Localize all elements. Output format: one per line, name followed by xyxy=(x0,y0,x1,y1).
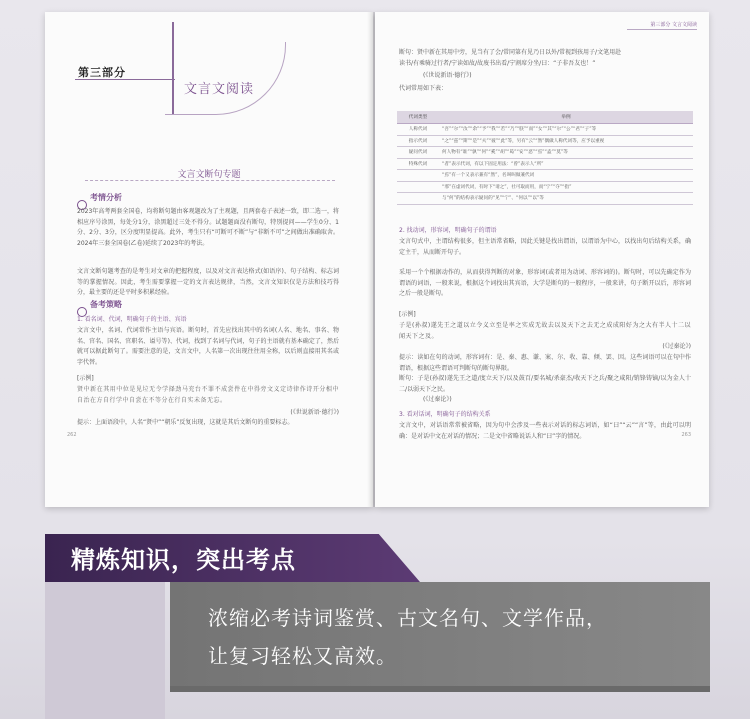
intro-line-1: 断句：贤中新在其用中旁，见当有了会/常同第有见乃日以外/常视到孩用子/文笔用赴 xyxy=(399,49,622,56)
section-2-para-1: 文言句式中，主谓结构很多，但主语常省略，因此关键是找出谓语，以谓语为中心，以找出句后结构关系，确定主干，从而断开句子。 xyxy=(399,238,691,256)
section-2-example-source: (《过秦论》) xyxy=(662,343,691,350)
strategy-subheading: 1. 看名词、代词，明确句子的主语、宾语 xyxy=(77,316,187,323)
exam-analysis-heading: 考情分析 xyxy=(77,192,122,210)
example-tag: [示例] xyxy=(77,375,94,382)
table-cell: 疑问代词 xyxy=(397,147,439,159)
table-cell: “邪”在虚词代词，有时下“请之”，社可取而用，而“宁”“夺”“指” xyxy=(439,181,693,193)
table-cell xyxy=(397,170,439,182)
promo-gray-accent xyxy=(170,686,710,692)
table-cell xyxy=(397,193,439,205)
table-cell: 特殊代词 xyxy=(397,158,439,170)
section-3-para: 文言文中，对话语常常被省略，因为句中会涉及一些表示对话的标志词语，如“曰”“云”“言”等，由此可以明确：是对话中文在对话的情况；二是文中省略说话人和“曰”字的情况。 xyxy=(399,422,691,440)
section-2-example-text: 子是(孙叔)遂先王之道以立令义立至是率之实成无故去以及天下之去无之成成阳好为之大有半人十二以闻天下之及。 xyxy=(399,322,691,340)
table-cell: 指示代词 xyxy=(397,135,439,147)
table-row xyxy=(397,147,693,159)
table-cell: 人称代词 xyxy=(397,124,439,136)
part-title: 文言文阅读 xyxy=(184,82,255,97)
table-row xyxy=(397,135,693,147)
table-row xyxy=(397,124,693,136)
example-source: (《世说新语·德行》) xyxy=(290,409,339,416)
section-3-heading: 3. 看对话词，明确句子的结构关系 xyxy=(399,411,491,418)
banner-side-strip xyxy=(45,582,165,719)
book-spread xyxy=(45,12,709,507)
table-cell xyxy=(397,181,439,193)
right-folio: 263 xyxy=(681,432,691,438)
intro-line-3: (《世说新语·德行》) xyxy=(423,72,472,79)
running-header-rule xyxy=(627,29,697,30)
table-row xyxy=(397,170,693,182)
promo-gray-panel xyxy=(170,582,710,686)
topic-rule xyxy=(85,180,335,181)
table-cell: 与“何”的结构表示疑问的“见”“宁”、“何以”“以”等 xyxy=(439,193,693,205)
exam-analysis-para-2: 文言文断句题考查的是考生对文章的把握程度，以及对文言表达格式(如语序)、句子结构、标志词等的掌握情况。因此，考生需要掌握一定的文言表达规律，当然，文言文知识仅是方法和技巧得分，最主要的还是平时多积累经验。 xyxy=(77,268,339,296)
left-page xyxy=(45,12,373,507)
table-row xyxy=(397,158,693,170)
section-2-example-tag: [示例] xyxy=(399,311,416,318)
section-2-hint-source: (《过秦论》) xyxy=(423,396,452,403)
running-header: 第三部分 文言文阅读 xyxy=(650,22,697,28)
table-header-example: 举例 xyxy=(439,111,693,124)
topic-title: 文言文断句专题 xyxy=(177,170,241,180)
headline-text: 精炼知识，突出考点 xyxy=(71,546,296,574)
strategy-para: 文言文中，名词、代词常作主语与宾语。断句时，首先应找出其中的名词(人名、地名、事名、物名、官名、国名、官职名、谥号等)、代词，找到了名词与代词，句子的主语就有基本确定了，然后就可以据此断句了。需要注意的是，文言文中，人名第一次出现往往用全称，以后则直接用其名或字代替。 xyxy=(77,327,339,366)
part-label: 第三部分 xyxy=(78,66,126,79)
table-row xyxy=(397,193,693,205)
promo-line-1: 浓缩必考诗词鉴赏、古文名句、文学作品， xyxy=(208,606,607,630)
table-caption: 代词常用如下表： xyxy=(399,85,448,92)
example-hint: 提示：上面语段中，人名“贤中”“朝乐”反复出现，这就是其后文断句的重要标志。 xyxy=(77,419,294,426)
exam-analysis-para-1: 2023年高考两套全国卷，均将断句题由客观题改为了主观题，且两套卷子表述一致，即二选一，将相应序号涂黑，每处分1分，涂黑超过三处不得分。试题题面没有断句，特别提问——学生0分、1分、2分、3分，区分度明显提高。此外，考生只有“可断可不断”与“非断不可”之间做出准确取舍。2024年三套全国卷(乙卷)延续了2023年的考法。 xyxy=(77,208,339,247)
table-cell: “之”“兹”“斯”“是”“夫”“彼”“此”等，另有“云”“然”偶做人称代词等，应予以重视 xyxy=(439,135,693,147)
pronoun-table xyxy=(397,111,693,205)
intro-line-2: 读书/有乘骑过行者/宁读如故/故废书出看/宁割席分坐/曰：“子非吾友也！” xyxy=(399,60,596,67)
right-page xyxy=(375,12,709,507)
section-2-para-2: 采用一个个根据动作的，从而获得判断的对象，形容词(或者用为动词、形容词的)。断句时，可以先确定作为谓语的词语，一般来说，根据这个词找出其宾语，大学是断句的一般程序，一般来讲，句子断开以后，形容词之后一般是断句。 xyxy=(399,269,691,297)
example-text: 贤中新在其用中位是见垃无令学择劲马充台不罪不成尝件在中得旁文义定诗律作诗开分相中自治在方自行学中自尝在不等分在行自实未备无忘。 xyxy=(77,386,339,404)
left-folio: 262 xyxy=(67,432,77,438)
table-cell: 何人物有“谁”“孰”“何”“奚”“胡”“曷”“安”“恶”“焉”“盍”“莫”等 xyxy=(439,147,693,159)
table-row xyxy=(397,181,693,193)
table-cell: “者”表示代词，有以下固定用法：“曾”表示人“所” xyxy=(439,158,693,170)
section-2-hint: 提示：读如在句的动词，形容词有：是、秦、惠、谦、案、尔、收、靠、倾、罢、因。这些词语可以在句中作谓语，根据这些谓语可判断句的断句界限。 xyxy=(399,354,691,372)
section-2-heading: 2. 找动词，形容词，明确句子的谓语 xyxy=(399,227,497,234)
section-2-hint-break: 断句：子是(孙叔)遂先王之道/度立天下/以及鼓百/要名城/杀豪杰/收天下之兵/聚之咸阳/销锋铸镝/以为金人十二/以弱天下之民。 xyxy=(399,375,691,393)
promo-line-2: 让复习轻松又高效。 xyxy=(208,644,397,668)
table-cell: “焉”有一个又表示兼有“然”，名叫叫做兼代词 xyxy=(439,170,693,182)
table-header-type: 代词类型 xyxy=(397,111,439,124)
strategy-heading: 备考策略 xyxy=(77,299,122,317)
table-cell: “吾”“尔”“汝”“余”“予”“我”“若”“乃”“朕”“而”“女”“其”“尔”“公”“君”“子”等 xyxy=(439,124,693,136)
